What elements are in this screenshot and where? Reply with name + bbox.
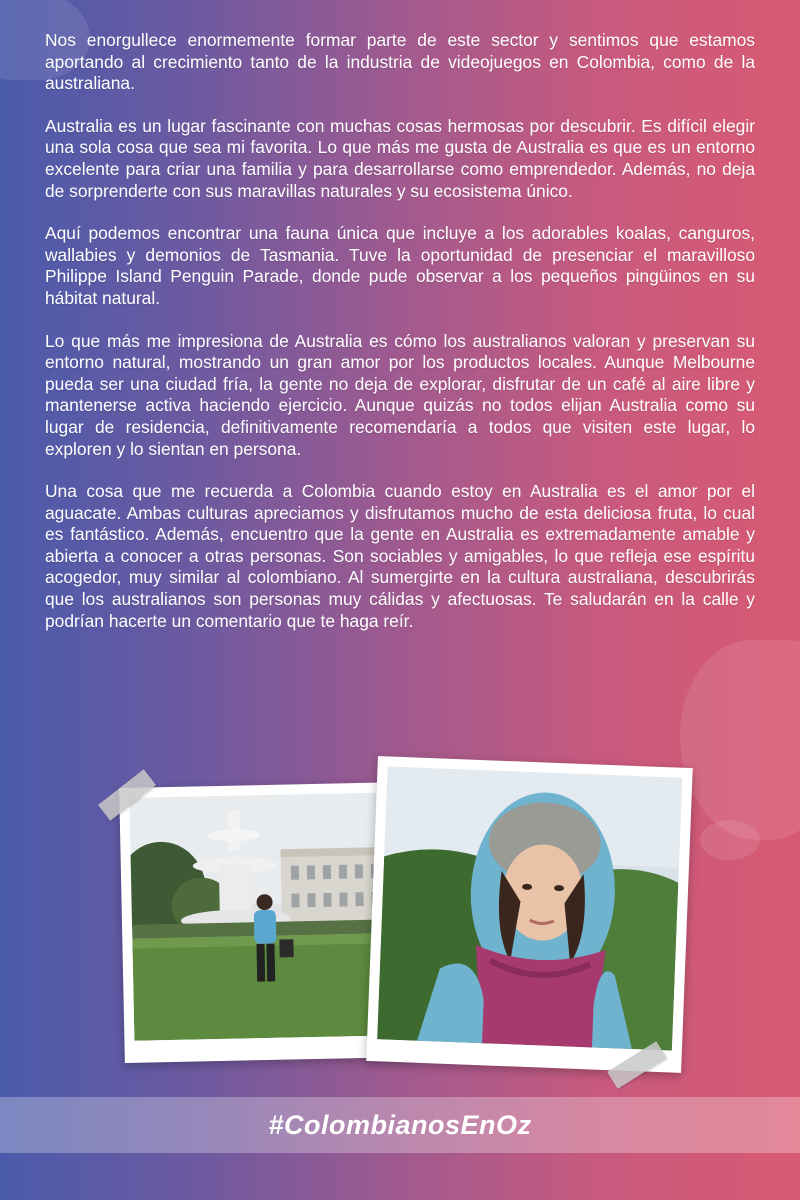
paragraph: Aquí podemos encontrar una fauna única que incluye a los adorables koalas, canguros, wallabies y demonios de Tasmania. Tuve la oportunidad de presenciar el maravilloso Philippe Island Penguin Parade, donde pude observar a los pequeños pingüinos en su hábitat natural.	[45, 223, 755, 308]
article-body	[45, 30, 755, 653]
hashtag-text: #ColombianosEnOz	[268, 1109, 532, 1140]
fountain-park-image	[129, 792, 404, 1041]
tasmania-map-fragment	[700, 820, 760, 860]
paragraph: Lo que más me impresiona de Australia es cómo los australianos valoran y preservan su entorno natural, mostrando un gran amor por los productos locales. Aunque Melbourne pueda ser una ciudad fría, la gente no deja de explorar, disfrutar de un café al aire libre y mantenerse activa haciendo ejercicio. Aunque quizás no todos elijan Australia como su lugar de residencia, definitivamente recomendaría a todos que visiten este lugar, lo exploren y lo sientan en persona.	[45, 330, 755, 459]
paragraph: Una cosa que me recuerda a Colombia cuando estoy en Australia es el amor por el aguacate. Ambas culturas apreciamos y disfrutamos mucho de esta deliciosa fruta, lo cual es fantástico. Además, encuentro que la gente en Australia es extremadamente amable y abierta a conocer a otras personas. Son sociables y amigables, lo que refleja ese espíritu acogedor, muy similar al colombiano. Al sumergirte en la cultura australiana, descubrirás que los australianos son personas muy cálidas y afectuosas. Te saludarán en la calle y podrían hacerte un comentario que te haga reír.	[45, 481, 755, 631]
paragraph: Australia es un lugar fascinante con muchas cosas hermosas por descubrir. Es difícil elegir una sola cosa que sea mi favorita. Lo que más me gusta de Australia es que es un entorno excelente para criar una familia y para desarrollarse como emprendedor. Además, no deja de sorprenderte con sus maravillas naturales y su ecosistema único.	[45, 115, 755, 201]
australia-map-fragment	[680, 640, 800, 840]
selfie-photo	[366, 756, 692, 1073]
hashtag-banner	[0, 1097, 800, 1153]
paragraph: Nos enorgullece enormemente formar parte de este sector y sentimos que estamos aportando al crecimiento tanto de la industria de videojuegos en Colombia, como de la australiana.	[45, 30, 755, 94]
selfie-image	[377, 766, 682, 1050]
